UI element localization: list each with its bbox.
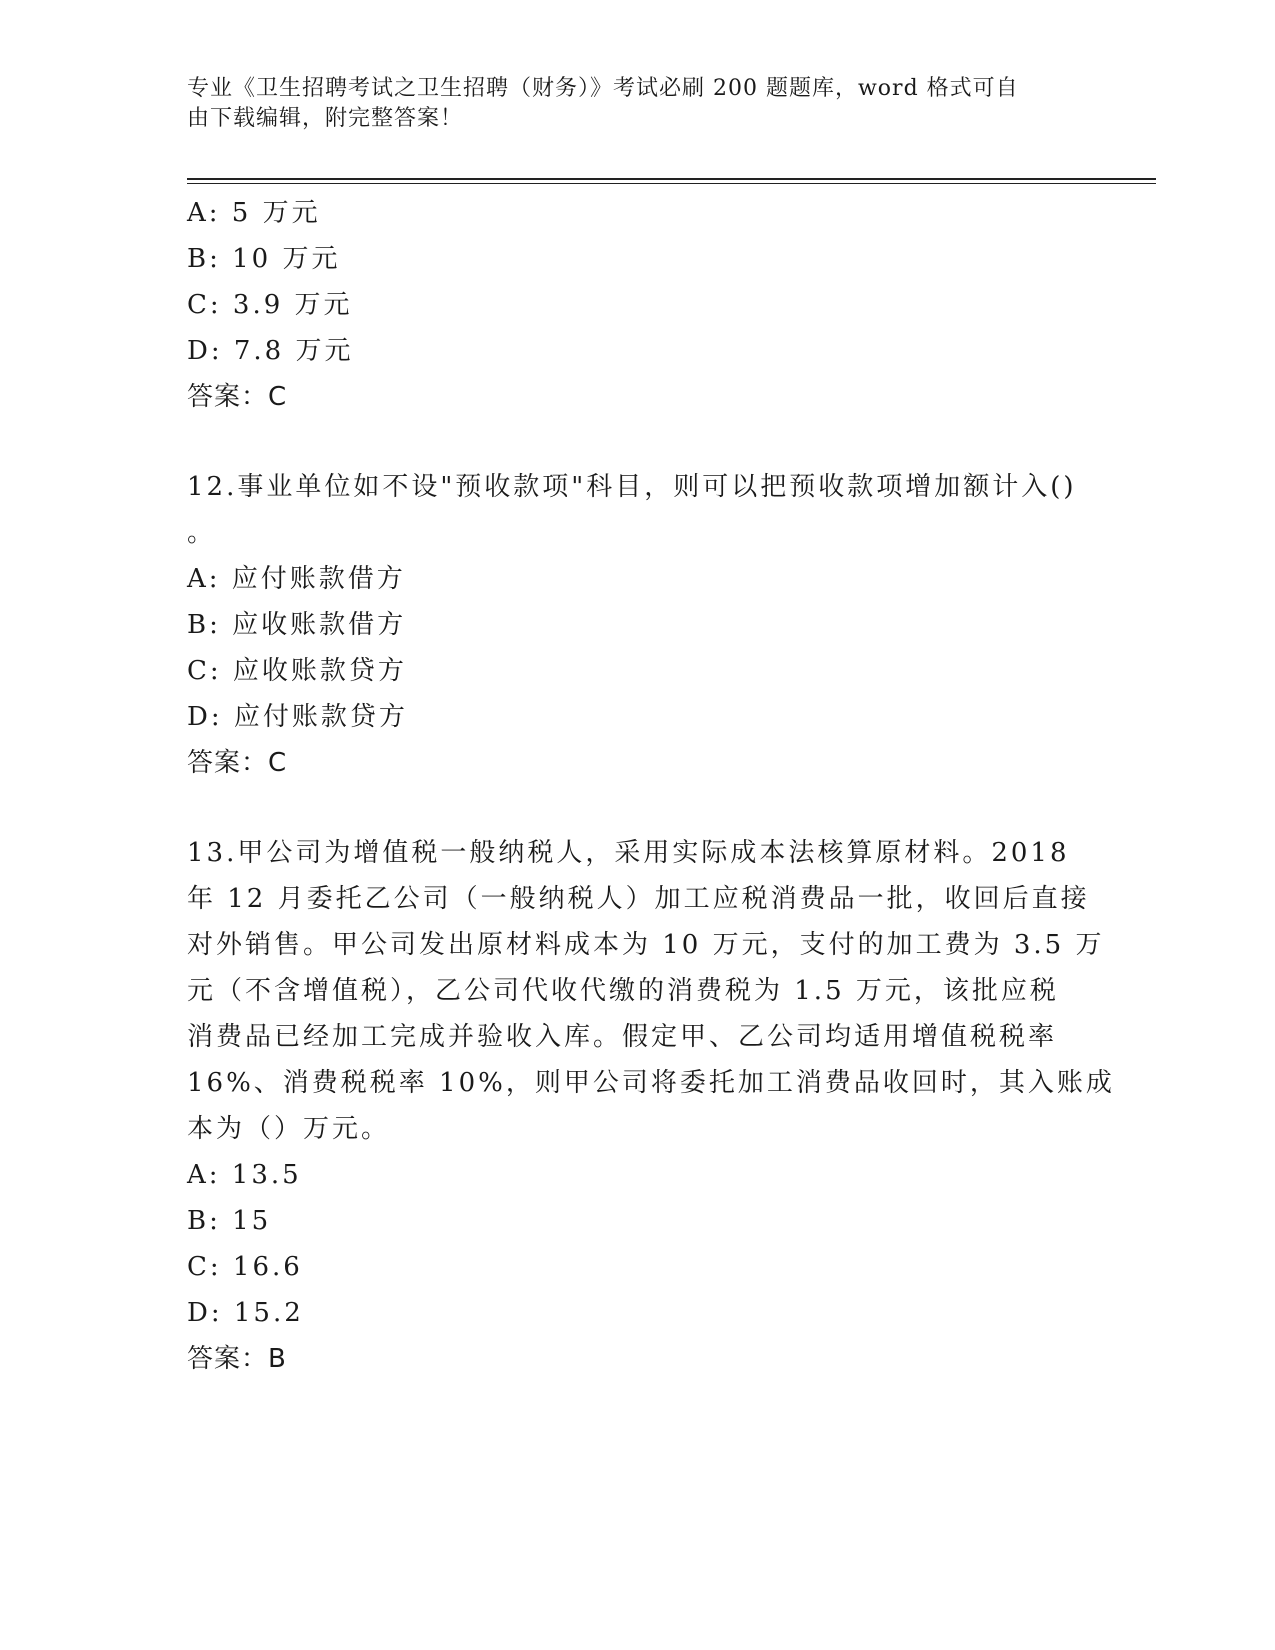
question-list bbox=[187, 190, 1115, 1382]
header-divider-thick bbox=[187, 178, 1156, 180]
question-11-block bbox=[187, 190, 1087, 420]
question-stem-line: 。 bbox=[187, 518, 217, 548]
document-header bbox=[187, 74, 1067, 134]
question-12-block bbox=[187, 464, 1087, 786]
answer-label: 答案：C bbox=[187, 748, 288, 778]
option-a: A: 应付账款借方 bbox=[187, 564, 406, 594]
option-d: D: 7.8 万元 bbox=[187, 336, 354, 366]
option-b: B: 10 万元 bbox=[187, 244, 341, 274]
header-line-1: 专业《卫生招聘考试之卫生招聘（财务）》考试必刷 200 题题库，word 格式可自 bbox=[187, 76, 1019, 101]
answer-label: 答案：C bbox=[187, 382, 288, 412]
option-a: A: 13.5 bbox=[187, 1160, 302, 1190]
question-stem-line: 消费品已经加工完成并验收入库。假定甲、乙公司均适用增值税税率 bbox=[187, 1022, 1058, 1052]
option-d: D: 应付账款贷方 bbox=[187, 702, 408, 732]
option-c: C: 3.9 万元 bbox=[187, 290, 353, 320]
header-divider-thin bbox=[187, 183, 1156, 184]
question-stem-line: 对外销售。甲公司发出原材料成本为 10 万元，支付的加工费为 3.5 万 bbox=[187, 930, 1105, 960]
question-stem-line: 年 12 月委托乙公司（一般纳税人）加工应税消费品一批，收回后直接 bbox=[187, 884, 1090, 914]
option-d: D: 15.2 bbox=[187, 1298, 304, 1328]
question-stem-line: 12.事业单位如不设"预收款项"科目，则可以把预收款项增加额计入() bbox=[187, 472, 1077, 502]
question-stem-line: 元（不含增值税），乙公司代收代缴的消费税为 1.5 万元，该批应税 bbox=[187, 976, 1059, 1006]
question-stem-line: 13.甲公司为增值税一般纳税人，采用实际成本法核算原材料。2018 bbox=[187, 838, 1070, 868]
option-a: A: 5 万元 bbox=[187, 198, 321, 228]
question-stem-line: 16%、消费税税率 10%，则甲公司将委托加工消费品收回时，其入账成 bbox=[187, 1068, 1115, 1098]
question-13-block bbox=[187, 830, 1115, 1382]
option-b: B: 15 bbox=[187, 1206, 272, 1236]
option-c: C: 16.6 bbox=[187, 1252, 303, 1282]
option-c: C: 应收账款贷方 bbox=[187, 656, 407, 686]
header-line-2: 由下载编辑，附完整答案！ bbox=[187, 106, 464, 131]
option-b: B: 应收账款借方 bbox=[187, 610, 407, 640]
answer-label: 答案：B bbox=[187, 1344, 287, 1374]
question-stem-line: 本为（）万元。 bbox=[187, 1114, 391, 1144]
